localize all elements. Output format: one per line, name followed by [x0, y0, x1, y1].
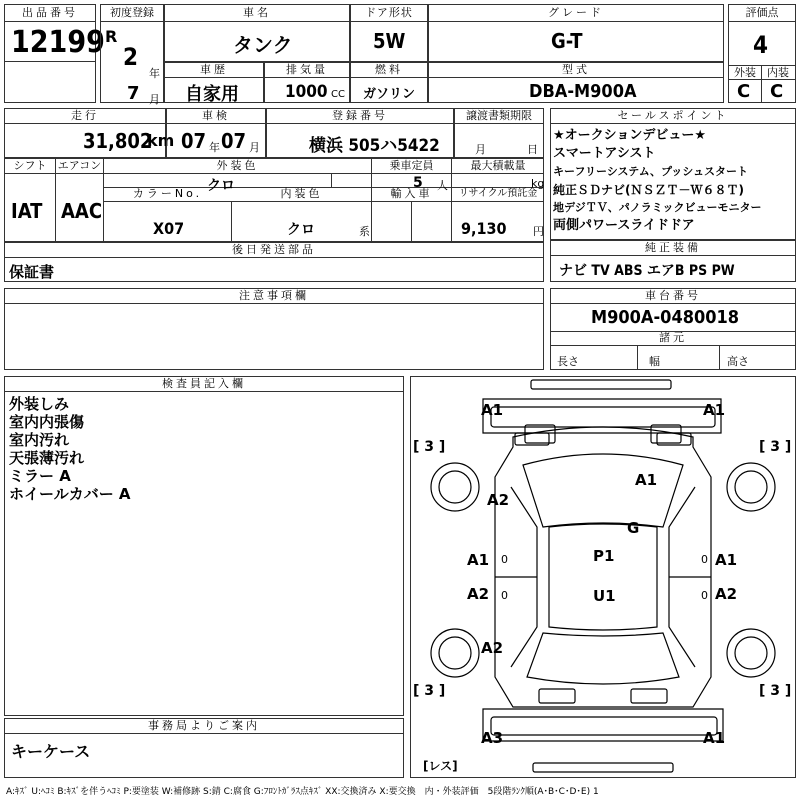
less-label: [レス]: [423, 759, 458, 773]
mileage-label: 走行: [71, 109, 99, 122]
load-unit: kg: [531, 177, 545, 190]
lot-number: 12199: [11, 25, 105, 60]
reg-year-unit: 年: [149, 67, 160, 80]
tire-bracket: [ 3 ]: [759, 683, 792, 699]
capacity-value: 5: [413, 175, 423, 191]
insp-year: 07: [181, 129, 207, 153]
later-parts-box: [4, 242, 544, 282]
name-label: 車名: [243, 6, 271, 19]
inspector-note: 室内汚れ: [9, 431, 70, 449]
interior-unit: 系: [359, 225, 370, 238]
damage-mark: A1: [467, 551, 490, 569]
width-label: 幅: [649, 355, 660, 368]
import-label: 輸入車: [390, 187, 433, 200]
interior-label: 内装色: [280, 187, 323, 200]
inspector-note: 室内内張傷: [9, 413, 85, 431]
ac-label: エアコン: [57, 159, 102, 172]
sales-points-label: セールスポイント: [617, 109, 729, 122]
reg-label: 初度登録: [110, 6, 154, 19]
displacement-box: [264, 62, 350, 103]
mileage-box: [4, 108, 175, 158]
damage-mark: A1: [635, 471, 658, 489]
registration-box: [100, 4, 164, 106]
color-no-label: カラーNo.: [132, 187, 203, 200]
transfer-box: [454, 108, 544, 158]
inspector-note: 天張薄汚れ: [9, 449, 85, 467]
fuel-value: ガソリン: [363, 87, 416, 102]
grade-value: G-T: [551, 29, 583, 53]
capacity-label: 乗車定員: [389, 159, 434, 172]
zero-mark: 0: [701, 589, 708, 602]
door-label: ドア形状: [365, 6, 413, 19]
car-diagram: [410, 376, 796, 778]
cc-unit: CC: [331, 89, 345, 100]
door-box: [350, 4, 428, 62]
load-label: 最大積載量: [470, 159, 526, 172]
damage-mark: U1: [593, 587, 616, 605]
equipment-label: 純正装備: [645, 241, 701, 254]
zero-mark: 0: [501, 553, 508, 566]
interior-value: クロ: [287, 222, 315, 238]
notes-label: 注意事項欄: [239, 289, 309, 302]
inspection-label: 車検: [202, 109, 230, 122]
reg-month-unit: 月: [149, 93, 160, 106]
km-unit: km: [147, 131, 175, 150]
later-parts-value: 保証書: [9, 263, 55, 281]
sales-points-box: [550, 108, 796, 240]
ext-grade: C: [737, 81, 751, 102]
chassis-number: M900A-0480018: [591, 307, 740, 328]
inspector-note: 外装しみ: [9, 395, 70, 413]
specs-label: 諸元: [659, 331, 687, 344]
sales-point-line: キーフリーシステム、プッシュスタート: [553, 165, 749, 178]
model-value: DBA-M900A: [529, 81, 637, 102]
legend: A:ｷｽﾞ U:ﾍｺﾐ B:ｷｽﾞを伴うﾍｺﾐ P:要塗装 W:補修跡 S:錆 C:腐食 G:ﾌﾛﾝﾄｶﾞﾗｽ点ｷｽﾞ XX:交換済み X:要交換 内・外装評価 5段階ﾗﾝｸ順(A･B･C･D･E) 1: [6, 787, 599, 797]
history-value: 自家用: [185, 84, 239, 105]
ac-value: AAC: [61, 199, 103, 223]
score-label: 評価点: [745, 6, 779, 19]
damage-mark: A1: [703, 729, 726, 747]
score-value: 4: [753, 31, 769, 59]
transfer-day: 日: [527, 143, 538, 156]
inspector-label: 検査員記入欄: [162, 377, 246, 390]
plate-label: 登録番号: [332, 109, 388, 122]
displacement-label: 排気量: [286, 63, 328, 76]
name-box: [164, 4, 350, 62]
recycle-value: 9,130: [461, 219, 507, 238]
sales-point-line: スマートアシスト: [553, 146, 656, 161]
lot-box: [4, 4, 105, 103]
insp-year-unit: 年: [209, 141, 220, 154]
shift-value: IAT: [11, 199, 43, 223]
office-value: キーケース: [11, 742, 91, 761]
zero-mark: 0: [701, 553, 708, 566]
chassis-box: [550, 288, 796, 370]
int-label: 内装: [767, 66, 789, 79]
damage-mark: A1: [715, 551, 738, 569]
later-parts-label: 後日発送部品: [232, 243, 316, 256]
inspector-note: ホイールカバー A: [9, 485, 131, 503]
transfer-label: 譲渡書類期限: [466, 109, 532, 122]
ext-label: 外装: [734, 66, 756, 79]
history-label: 車歴: [200, 63, 228, 76]
tire-bracket: [ 3 ]: [413, 683, 446, 699]
fuel-label: 燃料: [375, 63, 403, 76]
capacity-unit: 人: [437, 179, 448, 192]
shift-label: シフト: [13, 159, 47, 172]
color-value: クロ: [207, 178, 235, 194]
insp-month: 07: [221, 129, 247, 153]
damage-mark: A1: [703, 401, 726, 419]
reg-month: 7: [127, 83, 140, 104]
lot-label: 出品番号: [22, 6, 78, 19]
score-box: [728, 4, 796, 103]
notes-box: [4, 288, 544, 370]
model-label: 型式: [562, 63, 590, 76]
car-name: タンク: [233, 33, 293, 57]
plate-box: [266, 108, 454, 158]
tire-bracket: [ 3 ]: [759, 439, 792, 455]
damage-mark: A2: [715, 585, 738, 603]
inspector-box: [4, 376, 404, 716]
grade-label: グレード: [548, 6, 604, 19]
height-label: 高さ: [727, 355, 749, 368]
chassis-label: 車台番号: [645, 289, 701, 302]
equipment-box: [550, 240, 796, 282]
recycle-label: リサイクル預託金: [458, 188, 538, 199]
spec-block: [4, 158, 544, 242]
reg-era: R: [105, 27, 118, 46]
reg-year: 2: [123, 43, 139, 71]
equipment-value: ナビ TV ABS エアB PS PW: [559, 263, 735, 279]
grade-box: [428, 4, 724, 62]
door-value: 5W: [373, 29, 406, 53]
office-box: [4, 718, 404, 778]
sales-point-line: ★オークションデビュー★: [553, 128, 707, 143]
history-box: [164, 62, 264, 103]
damage-mark: P1: [593, 547, 615, 565]
inspection-box: [166, 108, 266, 158]
plate-value: 横浜 505ハ5422: [309, 136, 440, 156]
sales-point-line: 地デジＴＶ、パノラミックビューモニター: [553, 201, 762, 214]
displacement-value: 1000: [285, 82, 328, 102]
color-no-value: X07: [153, 219, 185, 238]
mileage-value: 31,802: [83, 129, 153, 153]
sales-point-line: 純正ＳＤナビ(ＮＳＺＴ－Ｗ６８Ｔ): [553, 183, 744, 197]
damage-mark: A3: [481, 729, 504, 747]
fuel-box: [350, 62, 428, 103]
recycle-unit: 円: [533, 225, 544, 238]
zero-mark: 0: [501, 589, 508, 602]
inspector-note: ミラー A: [9, 467, 71, 485]
color-label: 外装色: [216, 159, 259, 172]
office-label: 事務局よりご案内: [148, 719, 260, 732]
sales-point-line: 両側パワースライドドア: [553, 218, 695, 233]
damage-mark: A1: [481, 401, 504, 419]
model-box: [428, 62, 724, 103]
damage-mark: A2: [467, 585, 490, 603]
damage-mark: A2: [487, 491, 510, 509]
length-label: 長さ: [557, 355, 579, 368]
damage-mark: G: [627, 519, 640, 537]
insp-month-unit: 月: [249, 141, 260, 154]
tire-bracket: [ 3 ]: [413, 439, 446, 455]
transfer-month: 月: [475, 143, 486, 156]
int-grade: C: [770, 81, 784, 102]
damage-mark: A2: [481, 639, 504, 657]
